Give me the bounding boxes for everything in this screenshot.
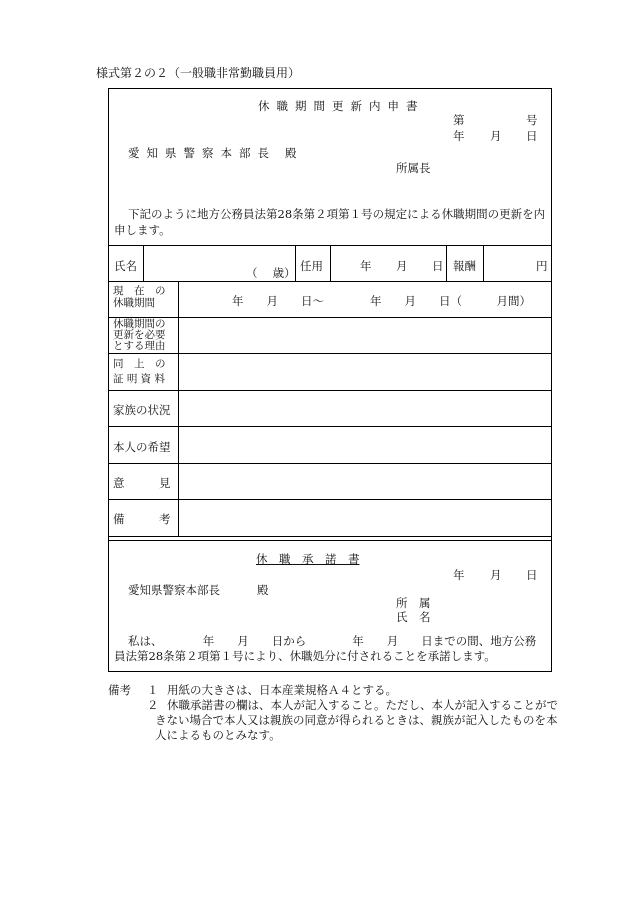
number-dai: 第 xyxy=(453,113,465,127)
consent-date-year: 年 xyxy=(453,568,465,582)
consent-date-day: 日 xyxy=(526,568,538,582)
opinion-label: 意 見 xyxy=(113,476,171,490)
proof-label-2: 証 明 資 料 xyxy=(113,373,166,385)
table-line xyxy=(108,317,552,318)
table-line xyxy=(108,499,552,500)
form-code: 様式第２の２（一般職非常勤職員用） xyxy=(96,66,301,80)
note-1-number: １ xyxy=(147,683,159,697)
table-line xyxy=(483,245,484,281)
reason-label-1: 休職期間の xyxy=(113,318,166,330)
consent-name-label: 氏 名 xyxy=(396,610,431,624)
table-line xyxy=(108,463,552,464)
appointment-label: 任用 xyxy=(300,259,323,273)
consent-body-line-1: 私は、 年 月 日から 年 月 日までの間、地方公務 xyxy=(128,634,537,648)
table-line xyxy=(108,426,552,427)
family-label: 家族の状況 xyxy=(113,403,171,417)
age-label: （ 歳） xyxy=(246,266,296,280)
period-text: 年 月 日～ 年 月 日（ 月間） xyxy=(232,294,531,308)
addressee: 愛知県警察本部長 xyxy=(128,146,276,160)
from-label: 所属長 xyxy=(396,161,431,175)
body-line-1: 下記のように地方公務員法第28条第２項第１号の規定による休職期間の更新を内 xyxy=(128,207,546,221)
table-line xyxy=(446,245,447,281)
consent-date-month: 月 xyxy=(490,568,502,582)
proof-label-1: 同 上 の xyxy=(113,358,166,370)
current-period-label-2: 休職期間 xyxy=(113,297,155,309)
table-line xyxy=(108,353,552,354)
wish-label: 本人の希望 xyxy=(113,440,171,454)
affiliation-label: 所 属 xyxy=(396,596,431,610)
table-line xyxy=(108,281,552,282)
note-2-number: ２ xyxy=(147,698,159,712)
pay-label: 報酬 xyxy=(453,259,476,273)
consent-title: 休 職 承 諾 書 xyxy=(256,552,360,566)
table-line xyxy=(178,281,179,536)
table-line xyxy=(108,540,552,541)
consent-addressee-honorific: 殿 xyxy=(257,583,269,597)
number-go: 号 xyxy=(526,113,538,127)
date-day: 日 xyxy=(526,129,538,143)
pay-unit: 円 xyxy=(536,259,548,273)
remarks-label: 備 考 xyxy=(113,512,171,526)
body-line-2: 申します。 xyxy=(114,223,171,237)
table-line xyxy=(143,245,144,281)
reason-label-3: とする理由 xyxy=(113,340,166,352)
table-line xyxy=(108,390,552,391)
date-month: 月 xyxy=(490,129,502,143)
note-2-line-1: 休職承諾書の欄は、本人が記入すること。ただし、本人が記入することがで xyxy=(167,698,558,712)
application-title: 休職期間更新内申書 xyxy=(258,99,425,113)
table-line xyxy=(330,245,331,281)
note-2-line-2: きない場合で本人又は親族の同意が得られるときは、親族が記入したものを本 xyxy=(155,713,558,727)
current-period-label-1: 現 在 の xyxy=(113,285,166,297)
appointment-month: 月 xyxy=(396,259,408,273)
addressee-honorific: 殿 xyxy=(285,146,297,160)
note-2-line-3: 人によるものとみなす。 xyxy=(155,728,281,742)
note-1: 用紙の大きさは、日本産業規格Ａ４とする。 xyxy=(167,683,397,697)
consent-body-line-2: 員法第28条第２項第１号により、休職処分に付されることを承諾します。 xyxy=(114,649,496,663)
date-year: 年 xyxy=(453,129,465,143)
table-line xyxy=(108,536,552,537)
appointment-year: 年 xyxy=(360,259,372,273)
reason-label-2: 更新を必要 xyxy=(113,329,166,341)
appointment-day: 日 xyxy=(432,259,444,273)
consent-addressee: 愛知県警察本部長 xyxy=(128,583,220,597)
notes-heading: 備考 xyxy=(108,683,131,697)
name-label: 氏名 xyxy=(114,259,137,273)
